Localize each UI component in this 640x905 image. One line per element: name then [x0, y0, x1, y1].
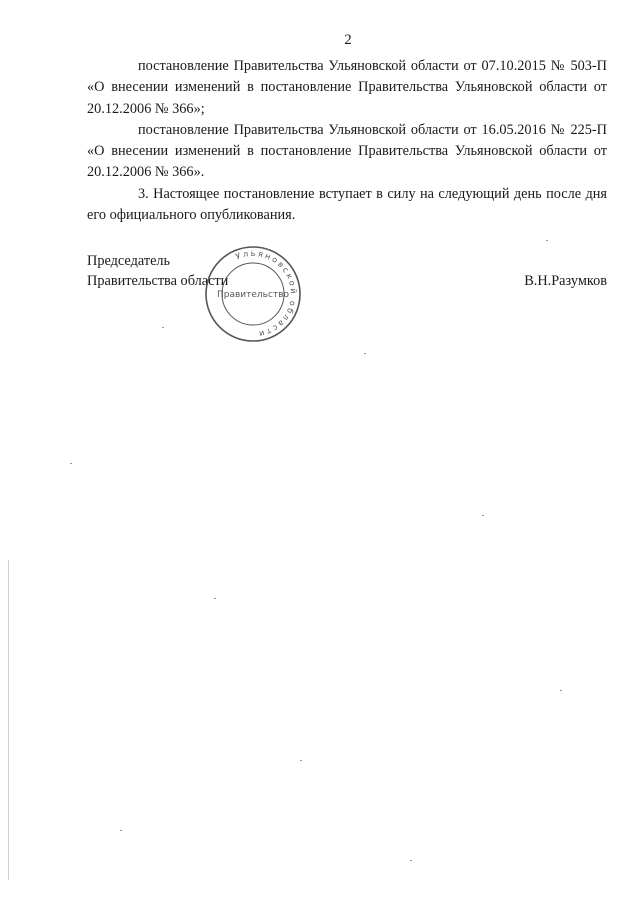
stamp-center-text: Правительство	[217, 290, 289, 300]
scan-speck	[410, 860, 412, 861]
scan-speck	[546, 240, 548, 241]
scan-speck	[214, 598, 216, 599]
scan-speck	[482, 515, 484, 516]
scan-speck	[300, 760, 302, 761]
official-seal-stamp	[203, 244, 303, 344]
scan-speck	[70, 463, 72, 464]
signatory-role-line-2: Правительства области	[87, 273, 229, 289]
scan-speck	[364, 353, 366, 354]
signatory-name: В.Н.Разумков	[524, 273, 607, 289]
scan-speck	[162, 327, 164, 328]
document-body	[87, 56, 607, 226]
signatory-role-line-1: Председатель	[87, 253, 171, 269]
signature-block	[87, 251, 607, 291]
paragraph-1: постановление Правительства Ульяновской области от 07.10.2015 № 503-П «О внесении изменений в постановление Правительства Ульяновской области от 20.12.2006 № 366»;	[87, 58, 607, 117]
page-number: 2	[344, 32, 352, 48]
scan-speck	[120, 830, 122, 831]
scan-edge-line	[8, 560, 9, 880]
paragraph-2: постановление Правительства Ульяновской области от 16.05.2016 № 225-П «О внесении изменений в постановление Правительства Ульяновской области от 20.12.2006 № 366».	[87, 121, 607, 181]
scan-speck	[560, 690, 562, 691]
stamp-ring-text: Ульяновской области	[234, 248, 299, 339]
paragraph-3: 3. Настоящее постановление вступает в силу на следующий день после дня его официального опубликования.	[87, 185, 607, 224]
